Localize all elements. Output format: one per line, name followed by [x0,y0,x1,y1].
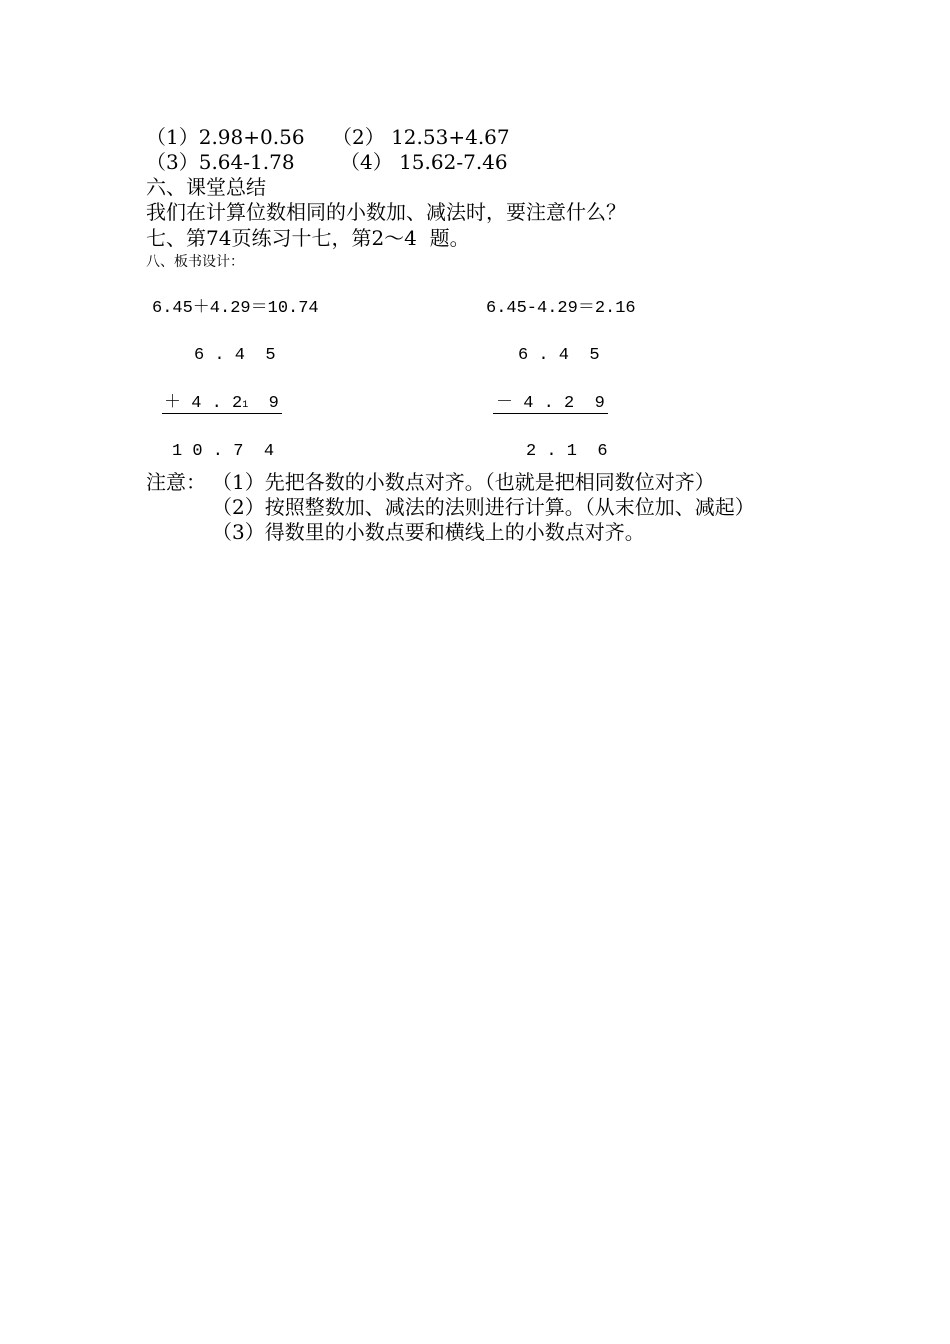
section-6-heading: 六、课堂总结 [146,175,266,199]
addition-operand-row [164,395,279,412]
exercise-4: （4） 15.62-7.46 [340,150,508,174]
section-7-heading: 七、第74页练习十七，第2～4 题。 [146,226,470,250]
note-2: （2）按照整数加、减法的法则进行计算。（从末位加、减起） [212,495,755,519]
exercise-1: （1）2.98+0.56 [146,125,305,149]
addition-top-number: 6 . 4 5 [194,346,276,365]
subtraction-operand-row: － 4 . 2 9 [496,394,605,413]
note-3: （3）得数里的小数点要和横线上的小数点对齐。 [212,520,645,544]
addition-operand-part-a: ＋ 4 . 2 [164,394,243,413]
addition-equation: 6.45＋4.29＝10.74 [152,299,319,318]
subtraction-equation: 6.45-4.29＝2.16 [486,299,636,318]
section-8-heading: 八、板书设计： [146,254,244,270]
subtraction-top-number: 6 . 4 5 [518,346,600,365]
addition-result: 1 0 . 7 4 [172,442,275,461]
exercise-2: （2） 12.53+4.67 [332,125,510,149]
subtraction-underline [493,413,608,414]
addition-operand-part-b: 9 [248,394,279,413]
section-6-question: 我们在计算位数相同的小数加、减法时，要注意什么？ [146,200,626,224]
note-1: （1）先把各数的小数点对齐。（也就是把相同数位对齐） [212,470,715,494]
addition-underline [162,413,282,414]
subtraction-result: 2 . 1 6 [526,442,608,461]
notes-label: 注意： [146,470,206,494]
exercise-3: （3）5.64-1.78 [146,150,295,174]
addition-carry-mark: 1 [242,400,249,411]
